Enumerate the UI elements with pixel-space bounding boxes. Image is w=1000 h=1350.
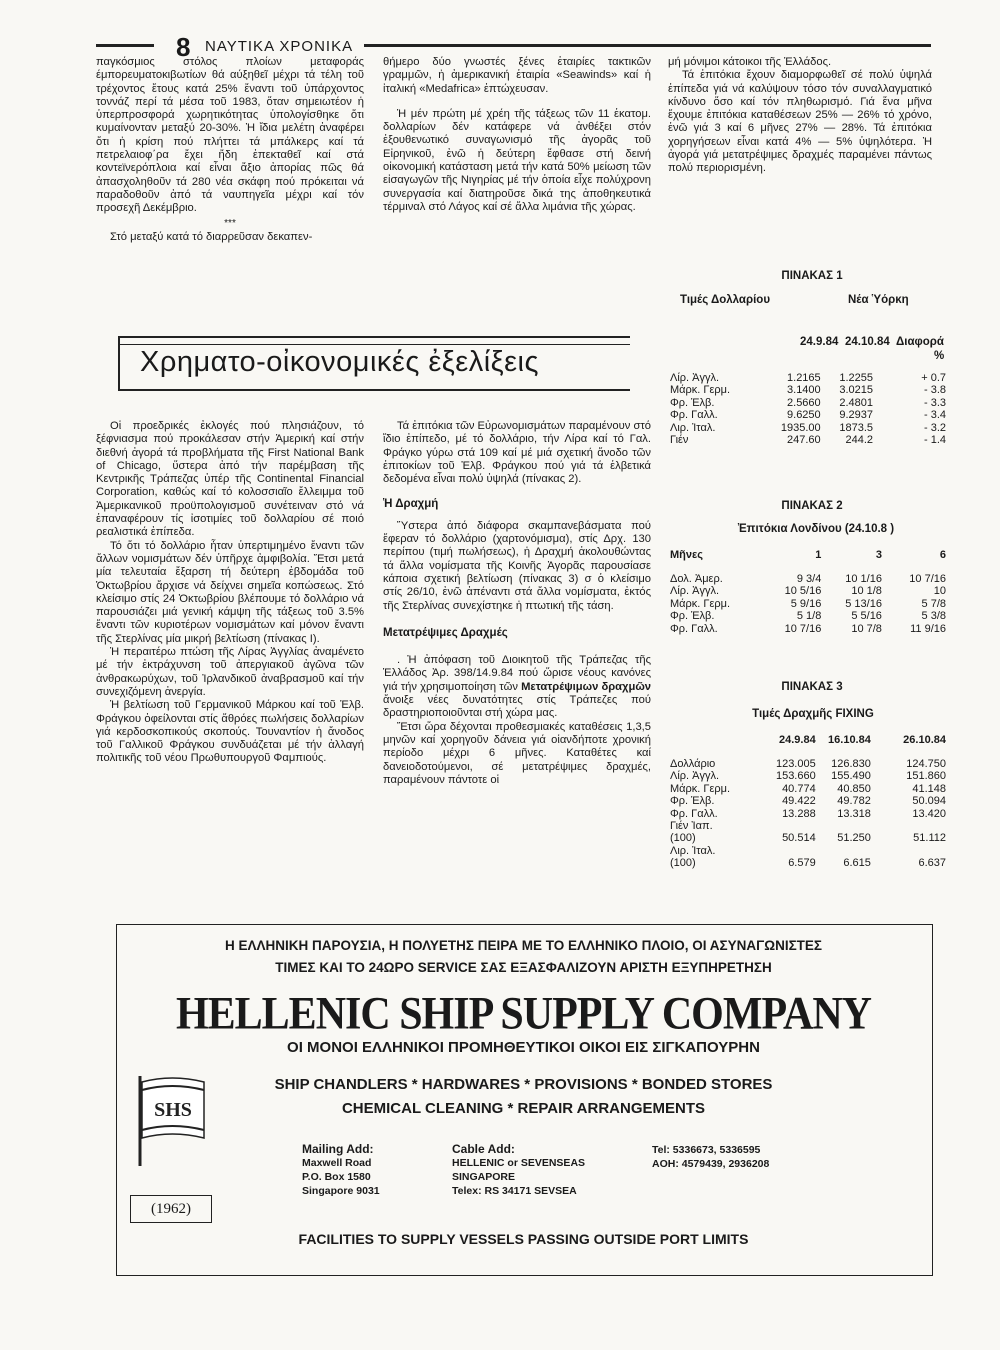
table-3-cell: 40.850 [837,782,871,795]
table-3-cell: 155.490 [831,770,871,783]
table-1-cell: 9.6250 [787,409,821,422]
paragraph: Ἡ βελτίωση τοῦ Γερμανικοῦ Μάρκου καί τοῦ Ἑλβ. Φράγκου ὀφείλονται στίς ἄθρόες πωλήσεις δολλαρίων γιά κερδοσκοπικούς σκοπούς. Τουναντίον ἡ ἄνοδος τοῦ Γαλλικοῦ Φράγκου συνδυάζεται μέ τήν ἀλλαγή πολιτικῆς τοῦ νέου Πρωθυπουργοῦ Φαμπιούς. [96,699,364,765]
table-3-row [668,808,948,820]
table-3-cell [818,820,873,832]
paragraph: Οἱ προεδρικές ἐκλογές πού πλησιάζουν, τό ξέφνιασμα πού προκάλεσαν στήν Ἀμερική καί στήν διεθνή ἀγορά τά προβλήματα τῆς First National Bank of Chicago, ὕστερα ἀπό τήν παρέμβαση τῆς Κεντρικῆς Τράπεζας ὑπέρ τῆς Continental Financial Corporation, καθώς καί τό κολοσσιαῖο ἔλλειμμα τοῦ Ἀμερικανικοῦ προϋπολογισμοῦ συνέτειναν στό νά ἐπαναφέρουν τίς ἰσοτιμίες τοῦ δολλαρίου σέ ποιό ρεαλιστικά ἐπίπεδα. [96,420,364,539]
table-3-cell: 51.112 [913,832,946,845]
table-2-cell: Λίρ. Ἀγγλ. [670,585,720,598]
table-2-cell: Μάρκ. Γερμ. [670,597,731,610]
table-3-cell: 50.094 [912,795,946,808]
table-3-cell: Λίρ. Ἀγγλ. [670,770,720,783]
table-3-row [668,770,948,782]
table-3-cell: Δολλάριο [670,758,716,770]
table-2 [668,500,948,635]
paragraph: παγκόσμιος στόλος πλοίων μεταφοράς έμπορευματοκιβωτίων θά αύξηθεῖ μέχρι τά τέλη τοῦ τρέχοντος ἔτους κατά 25% ἔναντι τοῦ ὑπάρχοντος τοννάζ περί τά μέσα τοῦ 1983, ὅταν σημειωτέον ἡ ὑπερπροσφορά χωρητικότητας ὑπολογίσθηκε ὅτι κυμαίνονταν μεταξύ 20-30%. Ἡ ἴδια μελέτη ἀναφέρει ὅτι ἡ κρίση πού πλήττει τά μπάλκερς καί τά πετρελαιοφ΄ρα ἔχει ἤδη ἐπεκταθεῖ καί στά κοντεϊνερόπλοια καί εἶναι ἄξιο ἀπορίας πῶς θά ἀπασχοληθοῦν τά 280 νέα σκάφη πού πρόκειται νά παραδοθοῦν ἀπό τά ναυπηγεῖα μέχρι καί τόν προσεχῆ Δεκέμβριο. [96,56,364,215]
table-3-cell: 6.615 [843,857,871,870]
table-3-cell: 126.830 [831,758,871,770]
table-3-row [668,832,948,844]
table-3-cell: Μάρκ. Γερμ. [670,782,731,795]
table-3-cell: 6.579 [788,857,816,870]
table-3-cell: 13.288 [782,807,816,820]
table-2-row [668,610,948,622]
table-3-subtitle: Τιμές Δραχμῆς FIXING [752,708,874,720]
table-2-cell: 10 7/16 [784,622,822,635]
table-3-cell: Φρ. Ἑλβ. [670,795,715,808]
table-1-cell: 2.5660 [787,396,821,409]
table-2-cell: 5 13/16 [845,597,882,610]
top-col-3 [668,56,932,176]
ad-company-name: HELLENIC SHIP SUPPLY COMPANY [175,988,872,1040]
table-1-cell: 3.0215 [839,384,873,397]
table-2-row [668,623,948,635]
table-3-header: 16.10.84 [828,734,871,746]
paragraph: . Ἡ ἀπόφαση τοῦ Διοικητοῦ τῆς Τράπεζας τῆς Ἑλλάδος Ἀρ. 398/14.9.84 πού ὥρισε νέους κανόνες γιά τήν χρησιμοποίηση τῶν Μετατρέψιμων δραχμῶν ἄνοιξε νέες δυνατότητες στίς Τράπεζες πού δραστηριοποιοῦνται στή χώρα μας. [383,654,652,720]
table-2-cell: Φρ. Γαλλ. [670,622,718,635]
table-1-cell: 1935.00 [780,421,821,434]
table-1-cell: - 3.4 [923,409,946,422]
table-3-cell: 153.660 [775,770,816,783]
page-number: 8 [176,32,191,62]
table-3-row [668,857,948,869]
mailing-line: Singapore 9031 [302,1185,380,1197]
table-3-cell: 51.250 [837,832,871,845]
top-col-2 [383,56,651,214]
table-2-cell: 10 7/8 [851,622,882,635]
table-3-header: 26.10.84 [903,734,946,746]
table-3-row [668,783,948,795]
table-2-header: 1 [815,549,822,561]
table-3-header: 24.9.84 [779,734,816,746]
table-2-cell: 10 5/16 [784,585,822,598]
table-2-cell: 9 3/4 [796,573,822,585]
mailing-line: P.O. Box 1580 [302,1171,371,1183]
table-1-subtitle-right: Νέα Ὑόρκη [848,294,909,306]
table-1-row [668,434,948,446]
subheading-drachma: Ἡ Δραχμή [383,498,439,511]
table-2-row [668,598,948,610]
table-1-header: 24.9.84 [800,336,839,348]
cable-line: SINGAPORE [452,1171,516,1183]
table-1-cell: Φρ. Ἑλβ. [670,396,715,409]
table-2-title: ΠΙΝΑΚΑΣ 2 [781,500,843,512]
table-1-cell: Λίρ. Ἀγγλ. [670,372,720,384]
table-1-body [668,372,948,446]
table-2-cell: 5 1/8 [796,610,822,623]
table-2-subtitle: Ἐπιτόκια Λονδίνου (24.10.8 ) [737,523,895,535]
ad-line-1: Η ΕΛΛΗΝΙΚΗ ΠΑΡΟΥΣΙΑ, Η ΠΟΛΥΕΤΗΣ ΠΕΙΡΑ ΜΕ ΤΟ ΕΛΛΗΝΙΚΟ ΠΛΟΙΟ, ΟΙ ΑΣΥΝΑΓΩΝΙΣΤΕΣ [224,938,823,953]
table-1-cell: 3.1400 [787,384,821,397]
table-3-row [668,820,948,832]
table-2-cell: 11 9/16 [910,622,946,635]
mailing-label: Mailing Add: [302,1142,374,1156]
table-3-cell [873,845,948,857]
table-3-cell: 13.420 [912,807,946,820]
table-1-cell: Φρ. Γαλλ. [670,409,718,422]
separator-stars: *** [224,217,236,229]
table-2-cell: 10 7/16 [909,573,946,585]
paragraph: Τά ἐπιτόκια ἔχουν διαμορφωθεῖ σέ πολύ ὑψηλά ἐπίπεδα γιά νά καλύψουν τόσο τόν συναλλαγματικό κίνδυνο ὅσο καί τόν πληθωρισμό. Γιά ἕνα μῆνα ἔχουμε ἐπιτόκια καταθέσεων 25% — 26% τό χρόνο, ἐνῶ γιά 3 καί 6 μῆνες 27% — 28%. Τά ἐπιτόκια χορηγήσεων εἶναι κατά 4% — 5% ὑψηλότερα. Ἡ ἀγορά γιά μετατρέψιμες δραχμές παραμένει πάντως πολύ περιορισμένη. [668,69,932,175]
table-1-cell: Μάρκ. Γερμ. [670,384,731,397]
table-3-cell: 40.774 [782,782,816,795]
table-2-header: 3 [875,549,882,561]
table-3-cell: Γιέν Ἰαπ. [670,820,713,833]
table-1-cell: Γιέν [670,434,689,447]
table-2-cell: 10 1/16 [845,573,882,585]
table-1-row [668,409,948,421]
table-2-cell: Δολ. Ἀμερ. [670,573,723,585]
table-3-cell: 123.005 [775,758,816,770]
table-3-cell [765,820,818,832]
section-title: ΝΑΥΤΙΚΑ ΧΡΟΝΙΚΑ [205,38,354,55]
tel-line: Tel: 5336673, 5336595 [652,1144,761,1156]
table-3-row [668,795,948,807]
table-3-cell: (100) [670,857,696,870]
paragraph: Ὕστερα ἀπό διάφορα σκαμπανεβάσματα πού ἔφεραν τό δολλάριο (χαρτονόμισμα), στίς Δρχ. 130 περίπου (τιμή πωλήσεως), ἡ Δραχμή ἀκολουθώντας τά ἄλλα νομίσματα τῆς Κοινῆς Ἀγορᾶς παρουσίασε κάποια σχετική βελτίωση (πίνακας 3) σ ὁ κλείσιμο στίς 26/10, ἐνῶ ἀπέναντι στά ἄλλα νομίσματα, ἐκτός τῆς Στερλίνας συνεχίστηκε ἡ πτωτική τῆς τάση. [383,519,651,612]
subheading-convertible: Μετατρέψιμες Δραχμές [383,626,508,639]
table-2-body [668,549,948,635]
table-3-cell: 41.148 [912,782,946,795]
table-3-cell: (100) [670,832,696,845]
table-1-row [668,372,948,384]
ad-line-2: ΤΙΜΕΣ ΚΑΙ ΤΟ 24ΩΡΟ SERVICE ΣΑΣ ΕΞΑΣΦΑΛΙΖΟΥΝ ΑΡΙΣΤΗ ΕΞΥΠΗΡΕΤΗΣΗ [275,960,772,975]
table-2-row [668,573,948,585]
table-3-cell: Φρ. Γαλλ. [670,807,718,820]
table-3-cell: 124.750 [906,758,946,770]
paragraph: μή μόνιμοι κάτοικοι τῆς Ἑλλάδος. [668,56,832,68]
company-year: (1962) [130,1195,212,1223]
table-3 [668,681,948,870]
table-1-title: ΠΙΝΑΚΑΣ 1 [781,270,843,282]
table-3-body [668,734,948,870]
table-1 [668,270,948,446]
paragraph: Ἡ μέν πρώτη μέ χρέη τῆς τάξεως τῶν 11 ἑκατομ. δολλαρίων δέν κατάφερε νά ἀνθέξει στόν ἐξουθενωτικό συναγωνισμό τῆς ἀγορᾶς τοῦ Εἰρηνικοῦ, ἐνῶ ἡ δεύτερη ἔφθασε στή δεινή οἰκονομική κατάσταση μετά τήν κατά 50% μείωση τῶν εἰσαγωγῶν τῆς Νιγηρίας μέ τήν ὁποία εἶχε πολύχρονη συνεργασία καί διατηροῦσε δικά της ἀποθηκευτικά τέρμιναλ στό Λάγος καί σέ ἄλλα λιμάνια τῆς χώρας. [383,107,651,213]
table-1-cell: 247.60 [787,434,821,447]
table-3-cell: 151.860 [906,770,946,783]
table-3-cell [873,820,948,832]
table-1-cell: + 0.7 [921,372,946,384]
paragraph: Τά ἐπιτόκια τῶν Εὐρωνομισμάτων παραμένουν στό ἴδιο ἐπίπεδο, μέ τό δολλάριο, τήν Λίρα καί τό Γαλ. Φράγκο γύρω στά 109 καί μέ μιά σχετική ἄνοδο τῶν ἐπιτοκίων τοῦ Ἑλβ. Φράγκου πού γιά τά ἑλβετικά δεδομένα εἶναι πολύ ὑψηλά (πίνακας 2). [383,420,651,486]
table-1-header: Διαφορά [896,336,944,348]
ad-services-2: CHEMICAL CLEANING * REPAIR ARRANGEMENTS [341,1100,706,1117]
table-3-cell: 50.514 [782,832,816,845]
table-1-cell: 2.4801 [839,396,873,409]
table-1-cell: 244.2 [845,434,873,447]
main-col-2 [383,420,651,787]
paragraph: Τό ὅτι τό δολλάριο ἦταν ὑπερτιμημένο ἔναντι τῶν ἄλλων νομισμάτων δέν ὑπῆρχε ἀμφιβολία. Ἔτσι μετά μία τελευταία ἔξαρση τή δεύτερη ἑβδομάδα τοῦ Ὀκτωβρίου ἄρχισε νά δείχνει σημεῖα κοπώσεως. Στό κλείσιμο στίς 24 Ὀκτωβρίου βλέπουμε τό δολλάριο νά παρουσιάζει μιά γενική κάμψη τῆς τάξεως τοῦ 3.5% ἔναντι τῶν κυριοτέρων νομισμάτων καί μόνον ἔναντι τῆς Στερλίνας μία μικρή βελτίωση (πίνακας Ι). [96,539,364,645]
table-3-row [668,758,948,770]
table-1-row [668,384,948,396]
telephone [652,1143,769,1171]
top-col-1 [96,56,364,244]
table-3-title: ΠΙΝΑΚΑΣ 3 [781,681,843,693]
table-1-row [668,422,948,434]
cable-line: HELLENIC or SEVENSEAS [452,1157,586,1169]
table-2-cell: 5 5/16 [851,610,882,623]
cable-line: Telex: RS 34171 SEVSEA [452,1185,577,1197]
table-1-cell: - 1.4 [923,434,946,447]
table-2-header: Μῆνες [670,549,703,561]
table-1-cell: 1873.5 [839,421,873,434]
table-3-cell: 49.782 [837,795,871,808]
ad-tagline: ΟΙ ΜΟΝΟΙ ΕΛΛΗΝΙΚΟΙ ΠΡΟΜΗΘΕΥΤΙΚΟΙ ΟΙΚΟΙ ΕΙΣ ΣΙΓΚΑΠΟΥΡΗΝ [287,1039,760,1056]
table-2-cell: 10 [933,585,946,598]
cable-label: Cable Add: [452,1142,515,1156]
table-1-subtitle-left: Τιμές Δολλαρίου [680,294,771,306]
table-2-header: 6 [939,549,946,561]
paragraph: Στό μεταξύ κατά τό διαρρεῦσαν δεκαπεν- [110,230,313,243]
table-1-header: 24.10.84 [845,336,890,348]
ad-footer: FACILITIES TO SUPPLY VESSELS PASSING OUTSIDE PORT LIMITS [298,1231,749,1247]
table-3-cell: 6.637 [918,857,946,870]
table-2-cell: Φρ. Ἑλβ. [670,610,715,623]
mailing-line: Maxwell Road [302,1157,372,1169]
table-2-cell: 5 9/16 [790,597,822,610]
main-col-1 [96,420,364,766]
table-1-cell: - 3.2 [923,421,946,434]
paragraph: Ἡ περαιτέρω πτώση τῆς Λίρας Ἀγγλίας ἀναμένετο μέ τήν ἐκτράχυνση τοῦ ἀπεργιακοῦ ἀγῶνα τῶν ἀνθρακωρύχων, τοῦ Ἰρλανδικοῦ ἀναβρασμοῦ καί τήν συνεχιζόμενη ἀνεργία. [96,646,364,698]
mailing-address [302,1142,380,1198]
ad-services-1: SHIP CHANDLERS * HARDWARES * PROVISIONS * BONDED STORES [274,1076,773,1093]
table-3-cell: 49.422 [782,795,816,808]
table-1-cell: Λιρ. Ἰταλ. [670,421,716,434]
table-3-cell: 13.318 [837,807,871,820]
paragraph: θήμερο δύο γνωστές ξένες ἑταιρίες τακτικῶν γραμμῶν, ἡ ἀμερικανική ἑταιρία «Seawinds» καί ἡ ἰταλική «Medafrica» ἐπτώχευσαν. [383,56,651,95]
table-2-cell: 5 7/8 [921,597,946,610]
table-3-cell [818,845,873,857]
table-1-cell: 1.2165 [787,372,821,384]
logo-text: SHS [154,1099,192,1121]
paragraph: Ἔτσι ὥρα δέχονται προθεσμιακές καταθέσεις 1,3,5 μηνῶν καί χορηγοῦν δάνεια γιά οἱανδήποτε χρονική περίοδο μέχρι 6 μῆνες. Καταθέτες καί δανειοδοτούμενοι, σέ μετατρέψιμες δραχμές, παραμένουν πάντοτε οἱ [383,720,651,786]
table-2-cell: 5 3/8 [921,610,946,623]
table-1-cell: - 3.3 [923,396,946,409]
table-3-cell: Λιρ. Ἰταλ. [670,844,716,857]
table-1-row [668,397,948,409]
table-1-cell: - 3.8 [923,384,946,397]
table-2-row [668,585,948,597]
table-1-cell: 9.2937 [839,409,873,422]
table-3-row [668,845,948,857]
table-2-cell: 10 1/8 [851,585,882,598]
tel-line: AOH: 4579439, 2936208 [652,1158,770,1170]
cable-address [452,1142,585,1198]
table-1-header: % [934,350,945,362]
headline: Χρηματο-οἰκονομικές ἐξελίξεις [140,346,539,378]
table-3-cell [765,845,818,857]
table-1-cell: 1.2255 [839,372,873,384]
